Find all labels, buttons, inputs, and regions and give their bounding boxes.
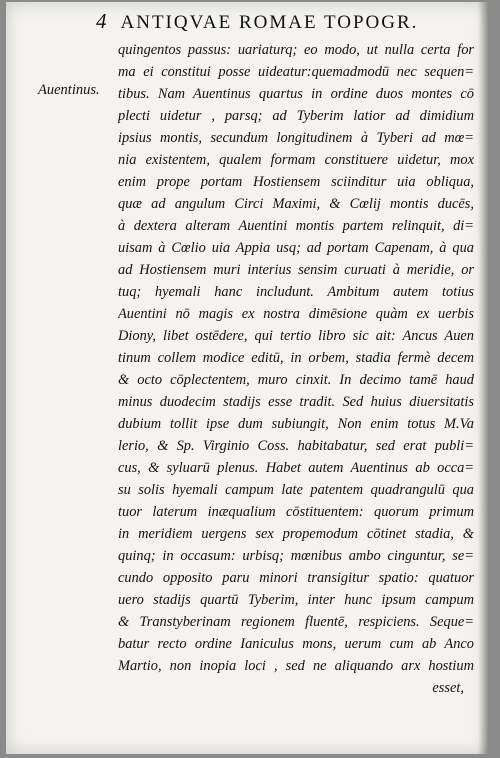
running-head: ANTIQVAE ROMAE TOPOGR. <box>120 12 419 33</box>
marginal-note: Auentinus. <box>38 82 100 98</box>
page-edge-shadow <box>478 2 488 754</box>
text-line: tibus. Nam Auentinus quartus in ordine duos montes cō <box>118 86 474 102</box>
text-line: tuor laterum inæqualium cōstituentem: quorum primum <box>118 504 474 520</box>
text-line: Auentini nō magis ex nostra dimēsione quàm ex uerbis <box>118 306 474 322</box>
text-line: ad Hostiensem muri interius sensim curuati à meridie, or <box>118 262 474 278</box>
text-line: cundo opposito paru minori transigitur spatio: quatuor <box>118 570 474 586</box>
text-line: uero stadijs quartū Tyberim, inter hunc ipsum campum <box>118 592 474 608</box>
text-line: & Transtyberinam regionem fluentē, respiciens. Seque= <box>118 614 474 630</box>
text-line: uisam à Cœlio uia Appia usq; ad portam Capenam, à qua <box>118 240 474 256</box>
text-line: batur recto ordine Ianiculus mons, uerum cum ab Anco <box>118 636 474 652</box>
page-number: 4 <box>96 9 107 33</box>
text-line: ma ei constitui posse uideatur:quemadmodū nec sequen= <box>118 64 474 80</box>
text-line: nia existentem, qualem formam constituere uidetur, mox <box>118 152 474 168</box>
text-line: lerio, & Sp. Virginio Coss. habitabatur, sed erat publi= <box>118 438 474 454</box>
text-line: enim prope portam Hostiensem sciinditur uia obliqua, <box>118 174 474 190</box>
text-line: quæ ad angulum Circi Maximi, & Cœlij montis ducēs, <box>118 196 474 212</box>
text-line: in meridiem uergens sex propemodum cōtinet stadia, & <box>118 526 474 542</box>
text-line: cus, & syluarū plenus. Habet autem Auentinus ab occa= <box>118 460 474 476</box>
text-line: su solis hyemali campum late patentem quadrangulū qua <box>118 482 474 498</box>
text-line: quinq; in occasum: urbisq; mœnibus ambo cinguntur, se= <box>118 548 474 564</box>
book-page <box>6 2 488 754</box>
text-line: & octo cōplectentem, muro cinxit. In decimo tamē haud <box>118 372 474 388</box>
text-line-catchword: esset, <box>432 680 464 696</box>
text-line: tinum collem modice editū, in orbem, stadia fermè decem <box>118 350 474 366</box>
text-line: Diony, libet ostēdere, qui tertio libro sic ait: Ancus Auen <box>118 328 474 344</box>
text-line: quingentos passus: uariaturq; eo modo, ut nulla certa for <box>118 42 474 58</box>
text-line: ipsius montis, secundum longitudinem à Tyberi ad mœ= <box>118 130 474 146</box>
page-header <box>96 9 476 35</box>
text-line: minus duodecim stadijs esse tradit. Sed huius diuersitatis <box>118 394 474 410</box>
body-text <box>118 39 474 699</box>
text-line: plecti uidetur , parsq; ad Tyberim latior ad dimidium <box>118 108 474 124</box>
text-line: tuq; hyemali hanc includunt. Ambitum autem totius <box>118 284 474 300</box>
text-line: dubium tollit ipse dum subiungit, Non enim totus M.Va <box>118 416 474 432</box>
text-line: Martio, non inopia loci , sed ne aliquando arx hostium <box>118 658 474 674</box>
text-line: à dextera alteram Auentini montis partem relinquit, di= <box>118 218 474 234</box>
